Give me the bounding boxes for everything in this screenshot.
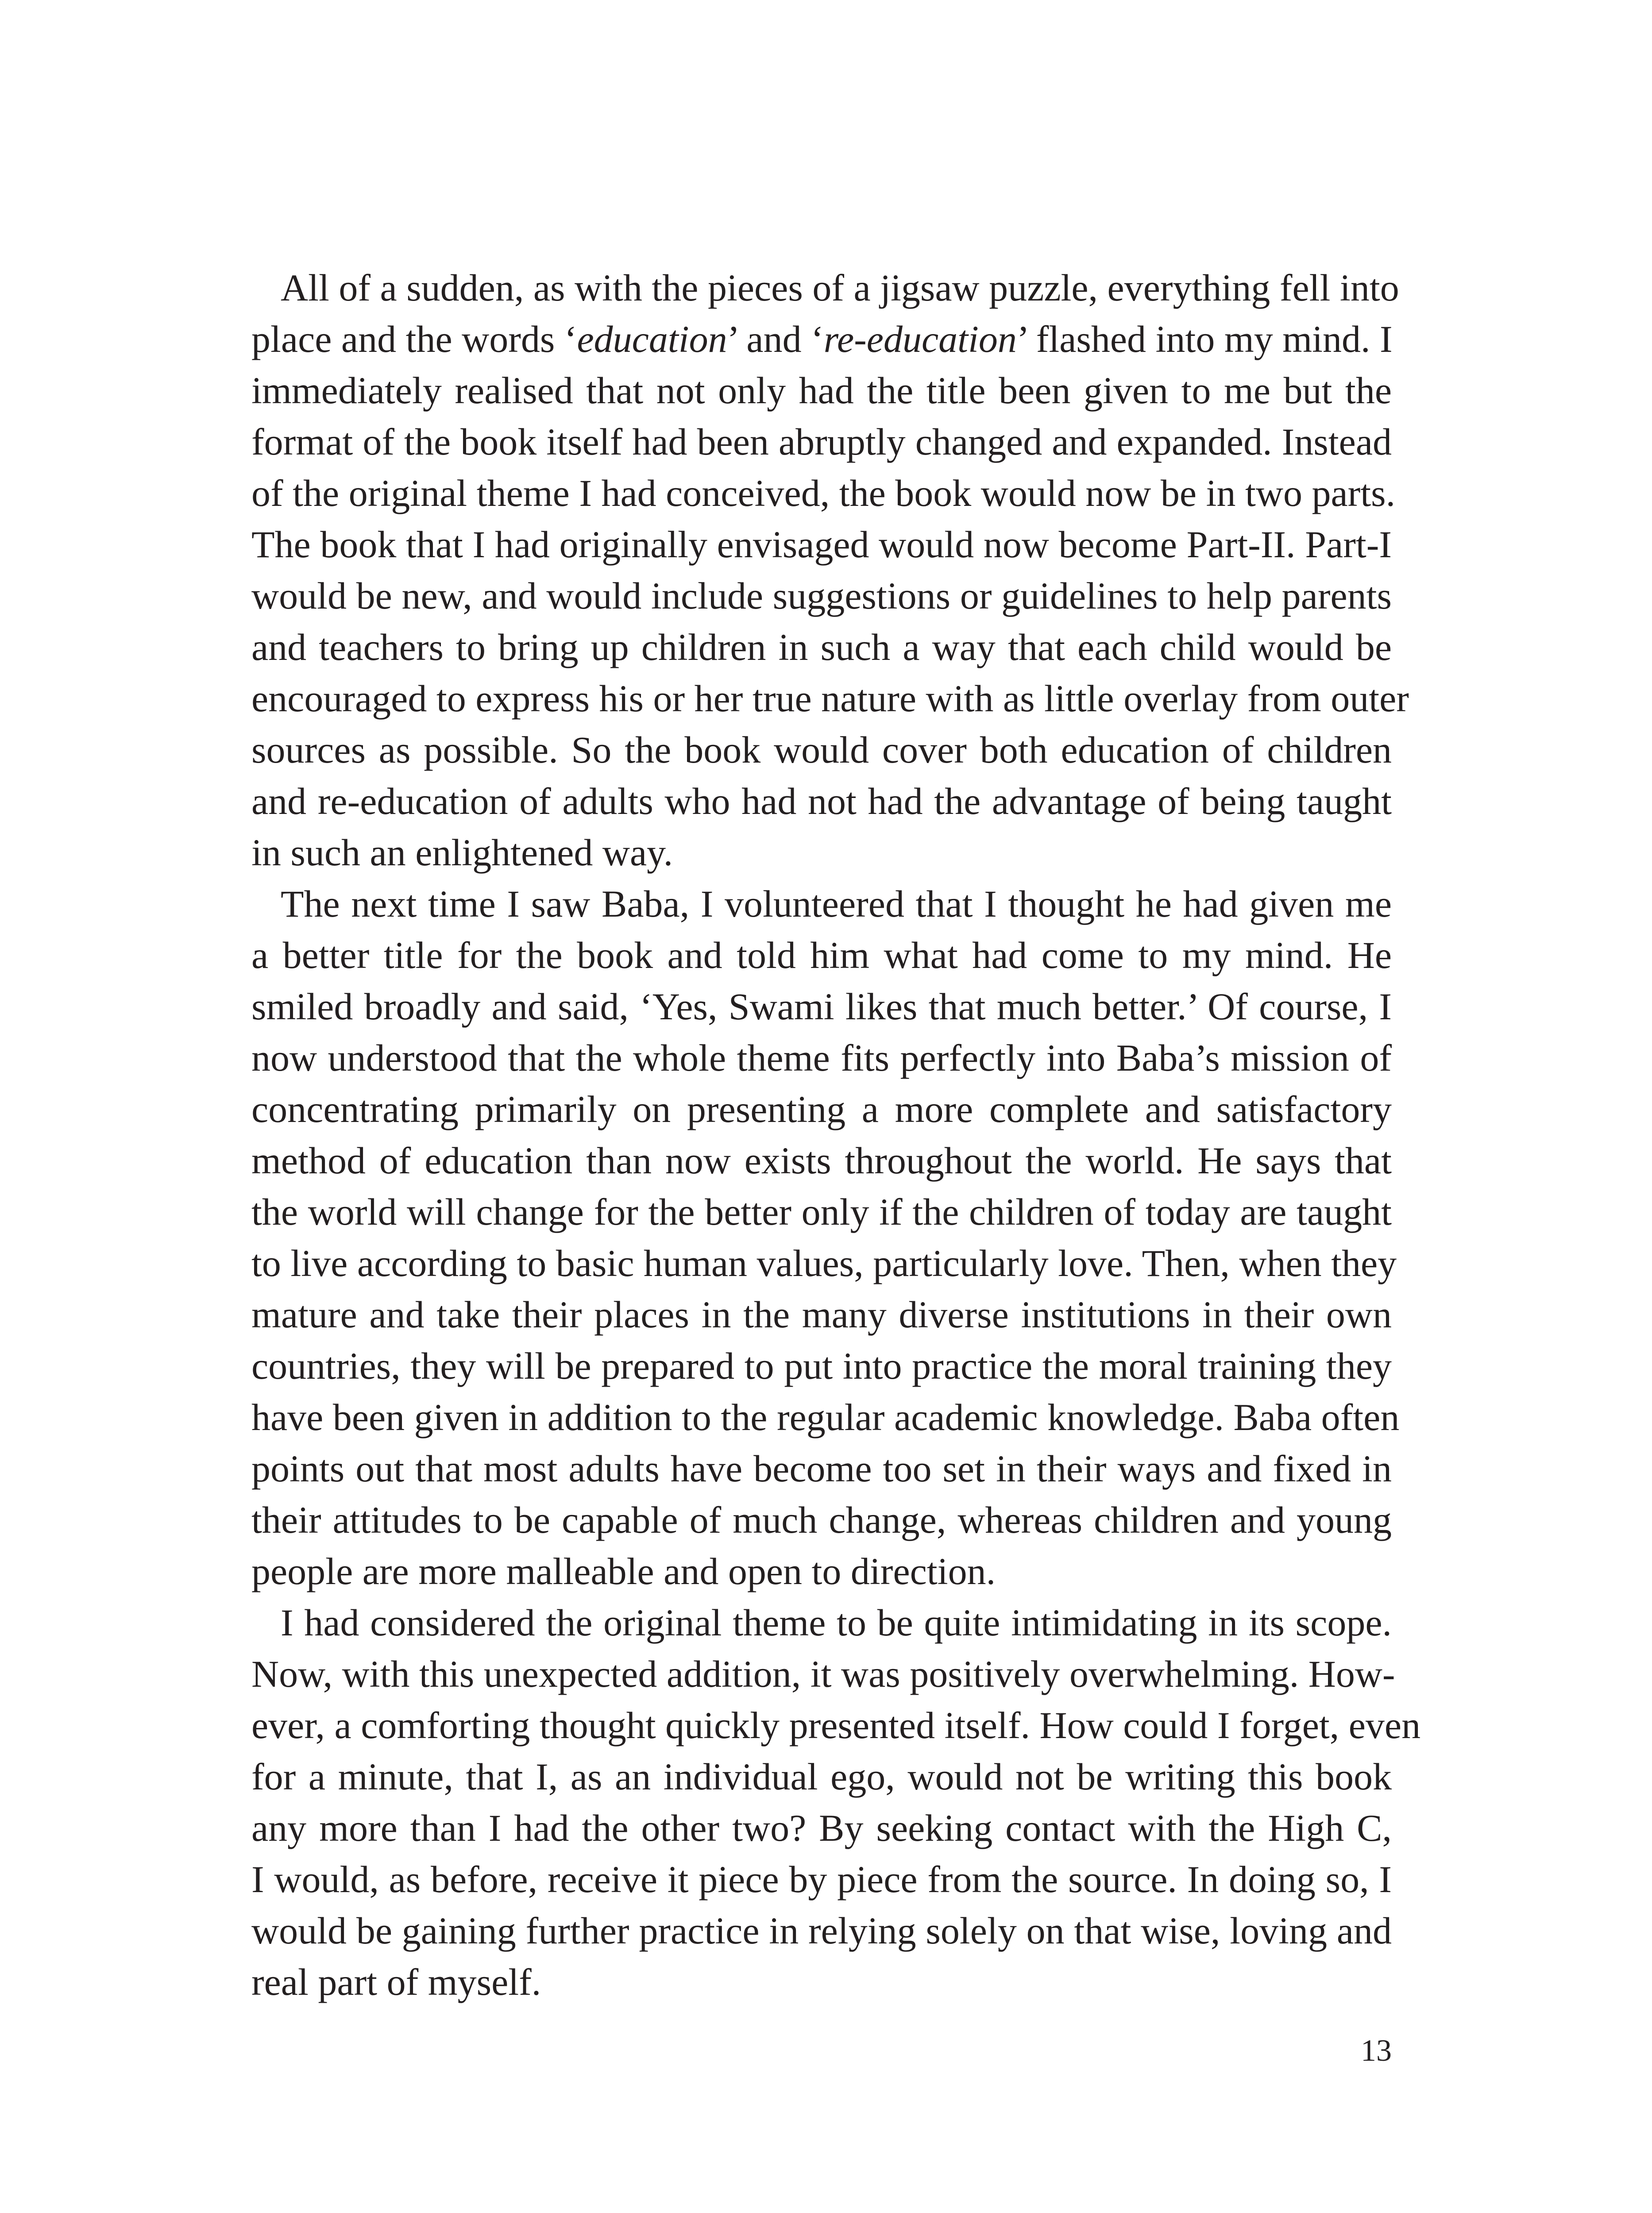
text-segment: concentrating primarily on presenting a more complete and satisfactory	[251, 1088, 1392, 1130]
text-segment: smiled broadly and said, ‘Yes, Swami likes that much better.’ Of course, I	[251, 985, 1392, 1028]
text-line	[251, 1854, 1392, 1905]
text-line	[251, 981, 1392, 1032]
italic-text: re-education	[823, 318, 1017, 360]
text-segment: countries, they will be prepared to put into practice the moral training they	[251, 1345, 1392, 1387]
body-text	[251, 262, 1421, 2008]
text-line	[251, 673, 1409, 724]
text-segment: The book that I had originally envisaged would now become Part-II. Part-I	[251, 523, 1392, 566]
text-line	[251, 929, 1392, 981]
text-line	[251, 827, 1392, 878]
text-segment: encouraged to express his or her true nature with as little overlay from outer	[251, 677, 1409, 720]
text-line	[251, 570, 1392, 621]
paragraph	[251, 878, 1400, 1597]
text-segment: points out that most adults have become too set in their ways and fixed in	[251, 1447, 1392, 1490]
text-segment: Now, with this unexpected addition, it was positively overwhelming. How-	[251, 1653, 1395, 1695]
text-segment: have been given in addition to the regular academic knowledge. Baba often	[251, 1396, 1400, 1438]
text-line	[251, 1648, 1395, 1700]
text-segment: ’ flashed into my mind. I	[1016, 318, 1393, 360]
text-line	[251, 1392, 1400, 1443]
text-segment: ever, a comforting thought quickly presented itself. How could I forget, even	[251, 1704, 1421, 1746]
text-segment: in such an enlightened way.	[251, 831, 673, 874]
text-line	[251, 416, 1392, 467]
text-segment: and re-education of adults who had not had the advantage of being taught	[251, 780, 1392, 822]
text-line	[251, 1751, 1392, 1802]
text-segment: to live according to basic human values, particularly love. Then, when they	[251, 1242, 1397, 1284]
text-line	[251, 519, 1392, 570]
text-line	[251, 467, 1396, 519]
text-line	[251, 775, 1392, 827]
text-line	[251, 1443, 1392, 1494]
text-line	[251, 1083, 1392, 1135]
text-line	[251, 621, 1392, 673]
text-line	[251, 262, 1399, 313]
text-segment: their attitudes to be capable of much change, whereas children and young	[251, 1499, 1392, 1541]
text-line	[251, 365, 1392, 416]
text-segment: would be new, and would include suggestions or guidelines to help parents	[251, 574, 1392, 617]
text-line	[251, 1494, 1392, 1546]
text-segment: format of the book itself had been abruptly changed and expanded. Instead	[251, 420, 1392, 463]
text-segment: The next time I saw Baba, I volunteered that I thought he had given me	[281, 883, 1392, 925]
text-line	[251, 1135, 1392, 1186]
text-line	[251, 878, 1392, 929]
text-segment: would be gaining further practice in relying solely on that wise, loving and	[251, 1909, 1392, 1952]
text-segment: any more than I had the other two? By seeking contact with the High C,	[251, 1807, 1392, 1849]
text-line	[251, 724, 1392, 775]
text-segment: now understood that the whole theme fits perfectly into Baba’s mission of	[251, 1037, 1392, 1079]
text-segment: a better title for the book and told him what had come to my mind. He	[251, 934, 1392, 976]
italic-text: education	[577, 318, 727, 360]
text-line	[251, 1597, 1392, 1648]
text-line	[251, 1032, 1392, 1083]
text-segment: and teachers to bring up children in such a way that each child would be	[251, 626, 1392, 668]
text-line	[251, 1905, 1392, 1956]
text-segment: I would, as before, receive it piece by piece from the source. In doing so, I	[251, 1858, 1392, 1901]
text-segment: for a minute, that I, as an individual ego, would not be writing this book	[251, 1755, 1392, 1798]
text-line	[251, 1546, 1392, 1597]
paragraph	[251, 1597, 1421, 2008]
text-segment: mature and take their places in the many diverse institutions in their own	[251, 1293, 1392, 1336]
page-number: 13	[1361, 2034, 1392, 2068]
text-line	[251, 1956, 1392, 2008]
text-line	[251, 1802, 1392, 1854]
text-line	[251, 1186, 1392, 1238]
text-segment: method of education than now exists throughout the world. He says that	[251, 1139, 1392, 1182]
text-segment: people are more malleable and open to direction.	[251, 1550, 996, 1592]
text-line	[251, 313, 1392, 365]
paragraph	[251, 262, 1409, 878]
text-line	[251, 1238, 1397, 1289]
text-line	[251, 1340, 1392, 1392]
text-line	[251, 1289, 1392, 1340]
text-segment: the world will change for the better only if the children of today are taught	[251, 1191, 1392, 1233]
text-segment: place and the words ‘	[251, 318, 577, 360]
text-segment: of the original theme I had conceived, the book would now be in two parts.	[251, 472, 1396, 514]
text-segment: real part of myself.	[251, 1961, 541, 2003]
text-segment: immediately realised that not only had the title been given to me but the	[251, 369, 1392, 412]
text-segment: All of a sudden, as with the pieces of a jigsaw puzzle, everything fell into	[281, 266, 1399, 309]
text-line	[251, 1700, 1421, 1751]
text-segment: sources as possible. So the book would cover both education of children	[251, 729, 1392, 771]
text-segment: ’ and ‘	[727, 318, 824, 360]
text-segment: I had considered the original theme to be quite intimidating in its scope.	[281, 1601, 1392, 1644]
